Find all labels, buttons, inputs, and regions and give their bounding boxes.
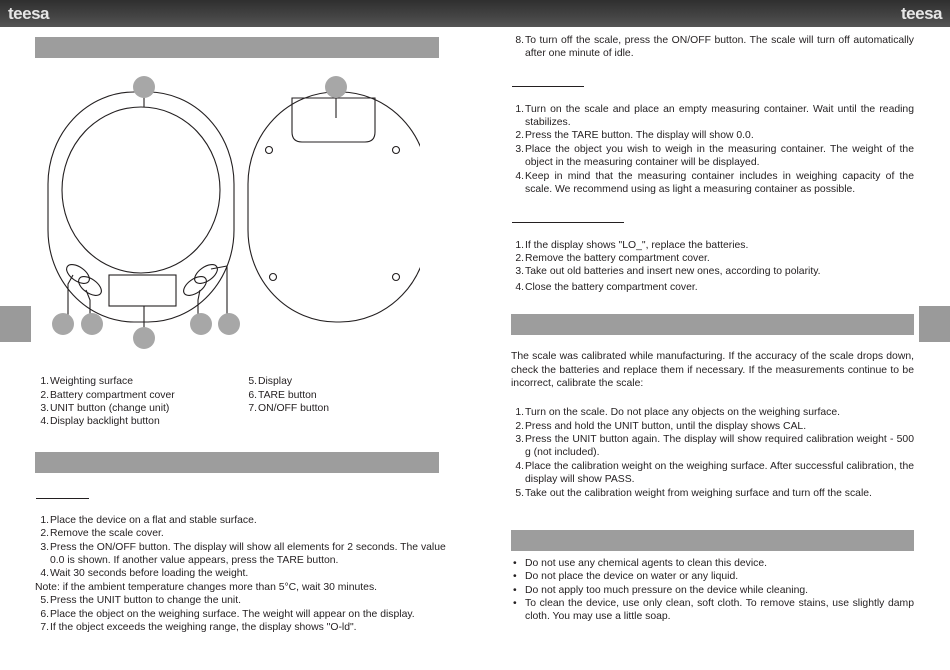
list-item: 2. Remove the battery compartment cover. [515, 253, 710, 264]
list-item: 1. Turn on the scale. Do not place any objects on the weighing surface. [515, 407, 840, 418]
list-item: 7.If the object exceeds the weighing range, the display shows "O-ld". [40, 622, 357, 633]
list-item: 4.Wait 30 seconds before loading the weight. [40, 568, 249, 579]
callout-marker [52, 313, 74, 335]
subheading-rule [36, 498, 89, 499]
list-item: 3.Press the ON/OFF button. The display will show all elements for 2 seconds. The value [40, 542, 446, 553]
bullet-item: • Do not use any chemical agents to clean this device. [513, 558, 768, 569]
list-item: 6.Place the object on the weighing surface. The weight will appear on the display. [40, 609, 415, 620]
list-item: 5.Display [248, 376, 293, 387]
page-edge-tab-left [0, 306, 31, 342]
list-item: 2. Press the TARE button. The display will show 0.0. [515, 130, 754, 141]
bullet-item: • Do not place the device on water or any liquid. [513, 571, 739, 582]
calibration-intro: The scale was calibrated while manufacturing. If the accuracy of the scale drops down, check the batteries and replace them if necessary. If the measurements continue to be incorrect, calibrate the scale: [511, 351, 914, 390]
list-item: 5. Take out the calibration weight from weighing surface and turn off the scale. [515, 488, 872, 499]
callout-marker [133, 76, 155, 98]
section-band-calibration [511, 314, 914, 335]
list-item: 0.0 is shown. If another value appears, press the TARE button. [50, 555, 339, 566]
subheading-rule [512, 222, 624, 223]
unit-button [63, 261, 92, 287]
callout-marker [218, 313, 240, 335]
list-item: 1. Turn on the scale and place an empty measuring container. Wait until the reading stabilizes. [515, 104, 914, 129]
list-item: 4. Keep in mind that the measuring container includes in weighing capacity of the scale. We recommend using as light a measuring container as possible. [515, 171, 914, 196]
list-item: 3. Take out old batteries and insert new ones, according to polarity. [515, 266, 821, 277]
brand-logo-left: teesa [8, 4, 49, 23]
list-item: 2.Battery compartment cover [40, 390, 175, 401]
scale-back-body [248, 92, 420, 322]
list-item: 1.Weighting surface [40, 376, 133, 387]
subheading-rule [512, 86, 584, 87]
brand-logo-right: teesa [901, 4, 942, 23]
header-bar [0, 0, 950, 27]
bullet-item: • To clean the device, use only clean, soft cloth. To remove stains, use slightly damp cloth. You may use a little soap. [513, 598, 914, 623]
weighing-surface [62, 107, 220, 273]
list-item: 1.Place the device on a flat and stable surface. [40, 515, 257, 526]
list-item: 6.TARE button [248, 390, 317, 401]
note-line: Note: if the ambient temperature changes more than 5°C, wait 30 minutes. [35, 582, 378, 593]
callout-marker [81, 313, 103, 335]
list-item: 7.ON/OFF button [248, 403, 330, 414]
bullet-item: • Do not apply too much pressure on the device while cleaning. [513, 585, 809, 596]
list-item: 3. Press the UNIT button again. The display will show required calibration weight - 500 g (not included). [515, 434, 914, 459]
list-item: 3.UNIT button (change unit) [40, 403, 170, 414]
list-item: 2. Press and hold the UNIT button, until the display shows CAL. [515, 421, 807, 432]
section-band-usage [35, 452, 439, 473]
list-item: 8. To turn off the scale, press the ON/OFF button. The scale will turn off automatically after one minute of idle. [515, 35, 914, 60]
callout-marker [133, 327, 155, 349]
callout-marker [325, 76, 347, 98]
list-item: 3. Place the object you wish to weigh in the measuring container. The weight of the object in the measuring container will be displayed. [515, 144, 914, 169]
section-band-parts [35, 37, 439, 58]
page-edge-tab-right [919, 306, 950, 342]
scale-front-body [48, 92, 234, 322]
list-item: 1. If the display shows "LO_", replace the batteries. [515, 240, 749, 251]
display-window [109, 275, 176, 306]
list-item: 5.Press the UNIT button to change the unit. [40, 595, 241, 606]
list-item: 4. Place the calibration weight on the weighing surface. After successful calibration, the display will show PASS. [515, 461, 914, 486]
section-band-cleaning [511, 530, 914, 551]
callout-marker [190, 313, 212, 335]
list-item: 4. Close the battery compartment cover. [515, 282, 698, 293]
battery-compartment [292, 98, 375, 142]
list-item: 2.Remove the scale cover. [40, 528, 164, 539]
backlight-button [75, 273, 104, 299]
list-item: 4.Display backlight button [40, 416, 160, 427]
scale-diagram [40, 70, 420, 355]
